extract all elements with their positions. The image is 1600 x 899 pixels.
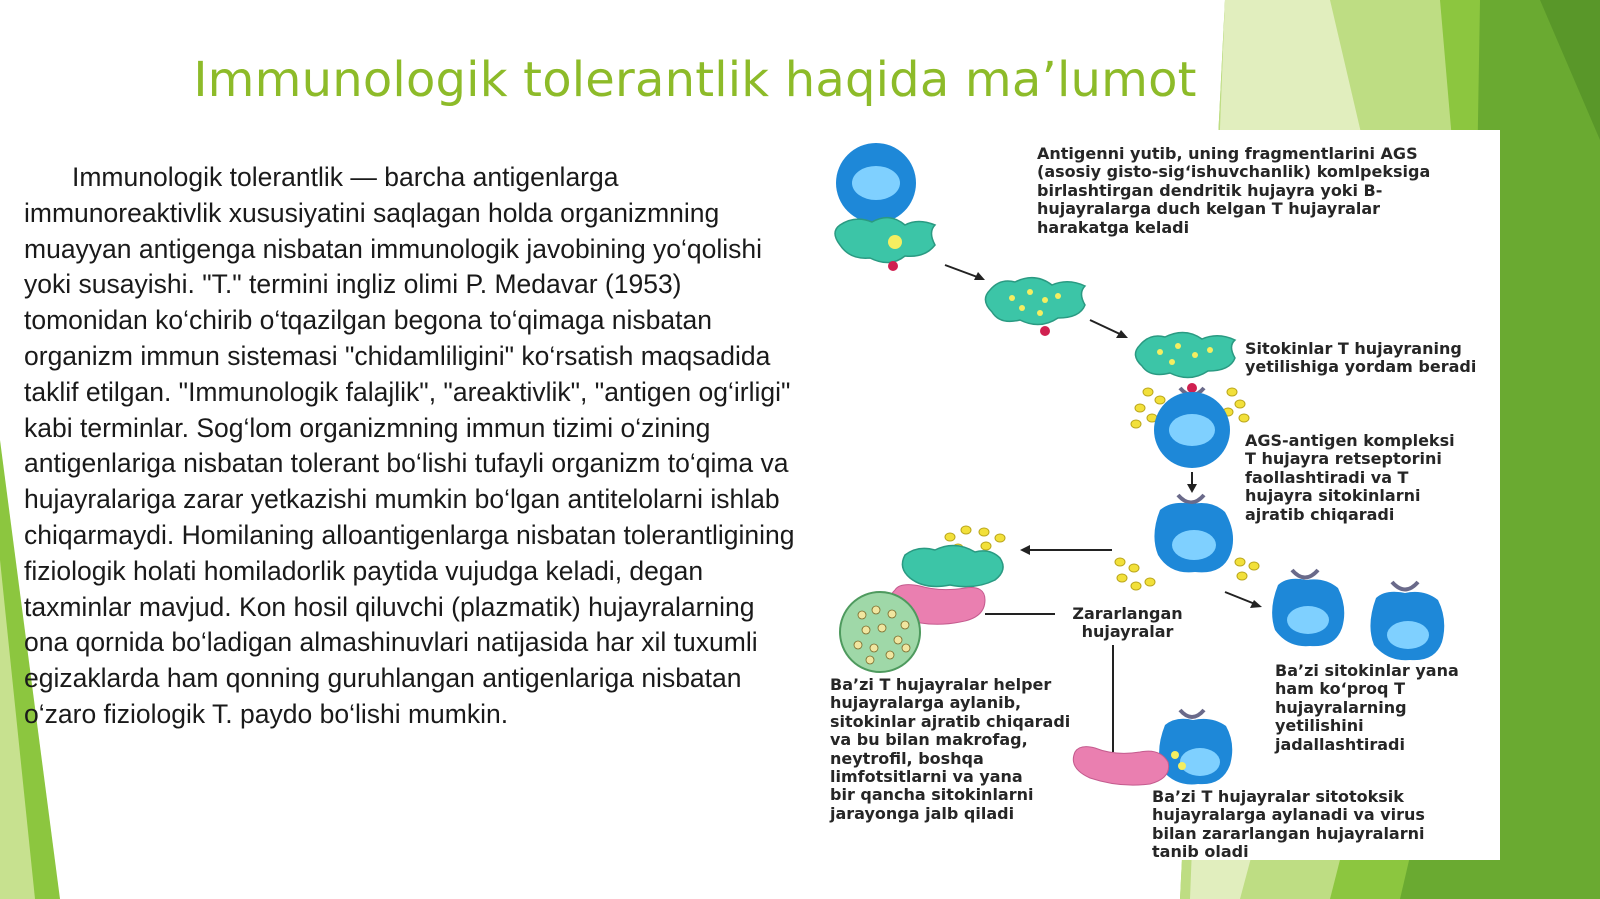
t-cell-right-2 — [1370, 582, 1444, 660]
t-cell-right-1 — [1272, 570, 1344, 646]
arrow-down — [1187, 472, 1197, 493]
dendritic-cell-3 — [1135, 332, 1235, 393]
arrow-1 — [945, 265, 985, 280]
caption-cytokines-help: Sitokinlar T hujayraning yetilishiga yordam beradi — [1245, 339, 1477, 377]
caption-damaged-cells: Zararlangan hujayralar — [1072, 604, 1183, 642]
caption-helper: Ba’zi T hujayralar helper hujayralarga aylanib, sitokinlar ajratib chiqaradi va bu bilan makrofag, neytrofil, boshqa limfotsitlarni va yana bir qancha sitokinlarni jarayonga jalb qiladi — [830, 675, 1071, 823]
helper-cell-group — [840, 545, 1003, 672]
caption-ags-complex: AGS-antigen kompleksi T hujayra retseptorini faollashtiradi va T hujayra sitokinlarni ajratib chiqaradi — [1245, 431, 1455, 524]
arrow-2 — [1090, 320, 1128, 338]
t-cell-top — [836, 143, 916, 223]
caption-dendritic: Antigenni yutib, uning fragmentlarini AGS (asosiy gisto-sig‘ishuvchanlik) komlpeksiga birlashtirgan dendritik hujayra yoki B- hujayralarga duch kelgan T hujayralar harakatga keladi — [1037, 144, 1431, 237]
arrow-left — [1020, 545, 1112, 555]
dendritic-cell-2 — [985, 278, 1085, 336]
arrow-down-right — [1225, 592, 1262, 608]
caption-more-cytokines: Ba’zi sitokinlar yana ham ko‘proq T hujayralarning yetilishini jadallashtiradi — [1275, 661, 1459, 754]
slide-title: Immunologik tolerantlik haqida ma’lumot — [193, 52, 1197, 108]
paragraph-text: Immunologik tolerantlik — barcha antigenlarga immunoreaktivlik xususiyatini saqlagan holda organizmning muayyan antigenga nisbatan immunologik javobining yo‘qolishi yoki susayishi. "T." termini ingliz olimi P. Medavar (1953) tomonidan ko‘chirib o‘tqazilgan begona to‘qimaga nisbatan organizm immun sistemasi "chidamliligini" ko‘rsatish maqsadida taklif etilgan. "Immunologik falajlik", "areaktivlik", "antigen og‘irligi" kabi terminlar. Sog‘lom organizmning immun tizimi o‘zining antigenlariga nisbatan tolerant bo‘lishi tufayli organizm to‘qima va hujayralariga zarar yetkazishi mumkin bo‘lgan antitelolarni ishlab chiqarmaydi. Homilaning alloantigenlarga nisbatan tolerantligining fiziologik holati homiladorlik paytida vujudga keladi, degan taxminlar mavjud. Kon hosil qiluvchi (plazmatik) hujayralarning ona qornida bo‘ladigan almashinuvlari natijasida har xil tuxumli egizaklarda ham qonning guruhlangan antigenlariga nisbatan o‘zaro fiziologik T. paydo bo‘lishi mumkin. — [24, 162, 795, 729]
dendritic-cell-1 — [835, 218, 935, 271]
t-cell-activated — [1154, 495, 1233, 572]
caption-cytotoxic: Ba’zi T hujayralar sitotoksik hujayralarga aylanadi va virus bilan zararlangan hujayralarni tanib oladi — [1152, 787, 1425, 862]
